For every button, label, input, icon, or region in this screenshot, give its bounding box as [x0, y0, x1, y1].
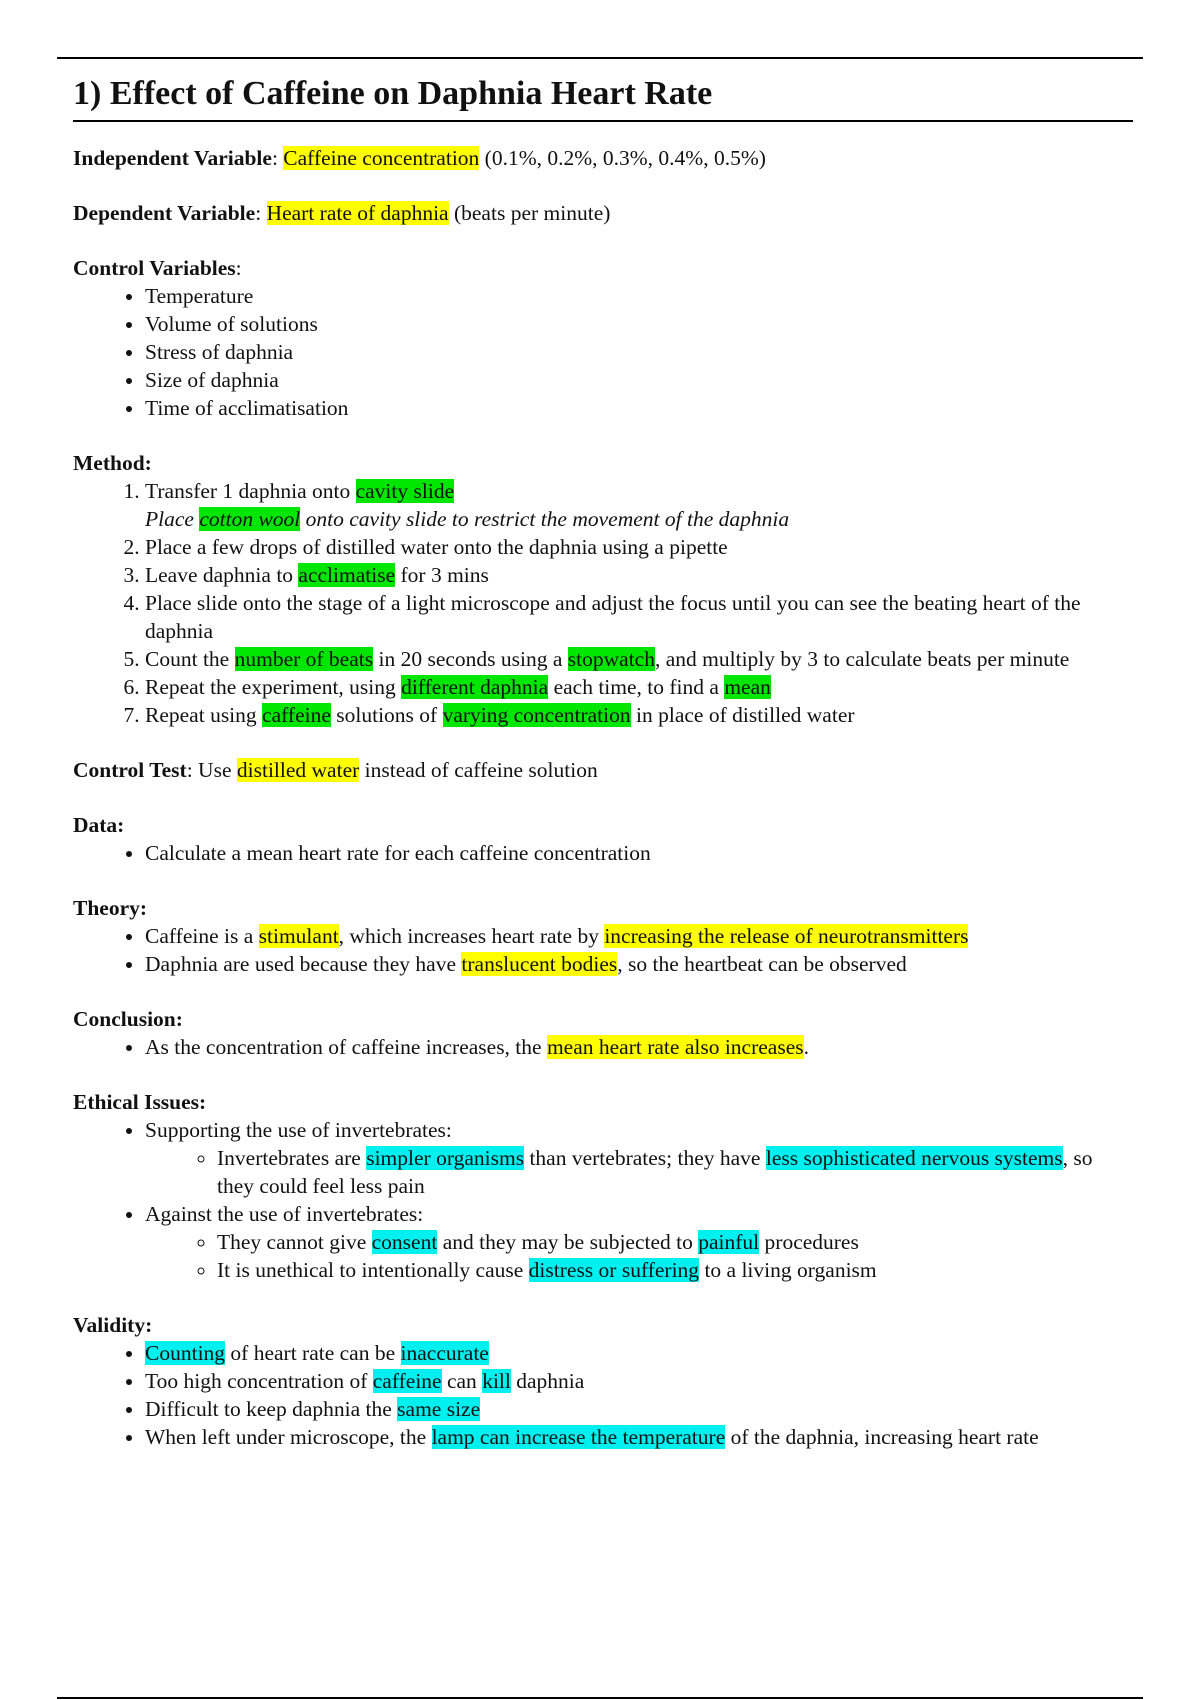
highlight-yellow: mean heart rate also increases: [546, 1035, 804, 1059]
item-text: to a living organism: [699, 1258, 877, 1282]
highlight-cyan: simpler organisms: [366, 1146, 525, 1170]
theory-section: [73, 894, 1133, 978]
step-text: in 20 seconds using a: [373, 647, 568, 671]
item-text: daphnia: [510, 1369, 585, 1393]
independent-variable-label: Independent Variable: [73, 146, 272, 170]
method-step: [145, 589, 1133, 645]
data-label: Data:: [73, 813, 125, 837]
item-text: Caffeine is a: [145, 924, 259, 948]
highlight-yellow: distilled water: [236, 758, 360, 782]
item-text: It is unethical to intentionally cause: [217, 1258, 529, 1282]
highlight-green: stopwatch: [567, 647, 655, 671]
ethical-issues-label: Ethical Issues:: [73, 1090, 207, 1114]
list-item: [145, 1367, 1133, 1395]
ethics-list: [73, 1116, 1133, 1284]
sub-list-item: [217, 1256, 1133, 1284]
step-text: Leave daphnia to: [145, 563, 299, 587]
highlight-green: varying concentration: [442, 703, 631, 727]
item-text: Too high concentration of: [145, 1369, 373, 1393]
control-variables-section: [73, 254, 1133, 422]
item-text: of heart rate can be: [225, 1341, 401, 1365]
highlight-green: acclimatise: [298, 563, 396, 587]
method-step: [145, 533, 1133, 561]
highlight-green: cavity slide: [355, 479, 455, 503]
highlight-cyan: inaccurate: [400, 1341, 489, 1365]
highlight-cyan: lamp can increase the temperature: [431, 1425, 726, 1449]
method-steps: [73, 477, 1133, 729]
page-title: 1) Effect of Caffeine on Daphnia Heart Rate: [73, 70, 1133, 122]
item-text: and they may be subjected to: [437, 1230, 699, 1254]
dependent-unit: (beats per minute): [448, 201, 611, 225]
data-list: [73, 839, 1133, 867]
independent-range: (0.1%, 0.2%, 0.3%, 0.4%, 0.5%): [479, 146, 766, 170]
item-text: As the concentration of caffeine increases, the: [145, 1035, 547, 1059]
highlight-green: different daphnia: [401, 675, 549, 699]
list-item: [145, 1339, 1133, 1367]
step-text: each time, to find a: [548, 675, 725, 699]
note-text: Place: [145, 507, 200, 531]
highlight-cyan: consent: [371, 1230, 438, 1254]
item-text: They cannot give: [217, 1230, 372, 1254]
list-item: [145, 922, 1133, 950]
highlight-dependent: Heart rate of daphnia: [266, 201, 449, 225]
step-text: Repeat the experiment, using: [145, 675, 402, 699]
conclusion-list: [73, 1033, 1133, 1061]
list-item: • Temperature: [145, 282, 1133, 310]
highlight-independent: Caffeine concentration: [283, 146, 480, 170]
highlight-yellow: increasing the release of neurotransmitters: [604, 924, 969, 948]
highlight-cyan: caffeine: [372, 1369, 442, 1393]
method-step: [145, 673, 1133, 701]
list-item: • Volume of solutions: [145, 310, 1133, 338]
colon: :: [235, 256, 242, 280]
item-text: Invertebrates are: [217, 1146, 367, 1170]
highlight-cyan: same size: [397, 1397, 481, 1421]
method-step: [145, 645, 1133, 673]
dependent-variable-section: [73, 199, 1133, 227]
validity-label: Validity:: [73, 1313, 153, 1337]
item-text: .: [803, 1035, 809, 1059]
step-text: in place of distilled water: [630, 703, 855, 727]
separator: :: [271, 146, 284, 170]
step-text: Place slide onto the stage of a light microscope and adjust the focus until you can see the beating heart of the daphnia: [145, 591, 1081, 643]
list-item: • Stress of daphnia: [145, 338, 1133, 366]
bottom-rule: [57, 1697, 1143, 1699]
item-text: than vertebrates; they have: [524, 1146, 766, 1170]
step-text: , and multiply by 3 to calculate beats per minute: [654, 647, 1070, 671]
step-text: Repeat using: [145, 703, 263, 727]
method-step: [145, 701, 1133, 729]
list-item: [145, 1423, 1133, 1451]
method-label: Method:: [73, 451, 152, 475]
list-item: • Size of daphnia: [145, 366, 1133, 394]
dependent-variable-label: Dependent Variable: [73, 201, 256, 225]
item-text: When left under microscope, the: [145, 1425, 432, 1449]
item-text: Supporting the use of invertebrates:: [145, 1118, 452, 1142]
control-test-section: [73, 756, 1133, 784]
list-item: [145, 1395, 1133, 1423]
conclusion-label: Conclusion:: [73, 1007, 183, 1031]
step-text: Place a few drops of distilled water onto the daphnia using a pipette: [145, 535, 728, 559]
method-section: [73, 449, 1133, 729]
highlight-cyan: distress or suffering: [528, 1258, 700, 1282]
highlight-cyan: painful: [698, 1230, 760, 1254]
highlight-cyan: Counting: [145, 1341, 226, 1365]
item-text: , which increases heart rate by: [338, 924, 605, 948]
validity-section: [73, 1311, 1133, 1451]
list-item: • Calculate a mean heart rate for each caffeine concentration: [145, 839, 1133, 867]
item-text: procedures: [759, 1230, 859, 1254]
conclusion-section: [73, 1005, 1133, 1061]
independent-variable-section: [73, 144, 1133, 172]
sub-list-item: [217, 1144, 1133, 1200]
control-variables-label: Control Variables: [73, 256, 236, 280]
list-item: [145, 1033, 1133, 1061]
item-text: can: [441, 1369, 483, 1393]
list-item: [145, 950, 1133, 978]
highlight-green: mean: [724, 675, 771, 699]
item-text: Difficult to keep daphnia the: [145, 1397, 398, 1421]
document-page: [73, 70, 1133, 1451]
item-text: , so the heartbeat can be observed: [617, 952, 907, 976]
step-note: [145, 507, 789, 531]
method-step: [145, 561, 1133, 589]
highlight-green: number of beats: [234, 647, 374, 671]
ethics-sublist: [145, 1144, 1133, 1200]
validity-list: [73, 1339, 1133, 1451]
highlight-yellow: stimulant: [258, 924, 339, 948]
list-item: [145, 1116, 1133, 1200]
list-item: [145, 1200, 1133, 1284]
item-text: Against the use of invertebrates:: [145, 1202, 424, 1226]
sub-list-item: [217, 1228, 1133, 1256]
control-variables-list: [73, 282, 1133, 422]
theory-label: Theory:: [73, 896, 148, 920]
note-text: onto cavity slide to restrict the movement of the daphnia: [300, 507, 790, 531]
highlight-cyan: kill: [482, 1369, 511, 1393]
ethics-sublist: [145, 1228, 1133, 1284]
control-test-text: instead of caffeine solution: [359, 758, 598, 782]
theory-list: [73, 922, 1133, 978]
step-text: solutions of: [330, 703, 443, 727]
step-text: Transfer 1 daphnia onto: [145, 479, 356, 503]
step-text: for 3 mins: [395, 563, 489, 587]
highlight-green: caffeine: [262, 703, 331, 727]
item-text: , so they could feel less pain: [217, 1146, 1093, 1198]
method-step: [145, 477, 1133, 533]
top-rule: [57, 57, 1143, 59]
highlight-cyan: less sophisticated nervous systems: [765, 1146, 1063, 1170]
highlight-yellow: translucent bodies: [461, 952, 618, 976]
item-text: of the daphnia, increasing heart rate: [725, 1425, 1039, 1449]
ethical-issues-section: [73, 1088, 1133, 1284]
list-item: • Time of acclimatisation: [145, 394, 1133, 422]
highlight-green: cotton wool: [199, 507, 301, 531]
control-test-text: : Use: [186, 758, 237, 782]
separator: :: [255, 201, 267, 225]
step-text: Count the: [145, 647, 235, 671]
item-text: Daphnia are used because they have: [145, 952, 462, 976]
data-section: [73, 811, 1133, 867]
control-test-label: Control Test: [73, 758, 187, 782]
